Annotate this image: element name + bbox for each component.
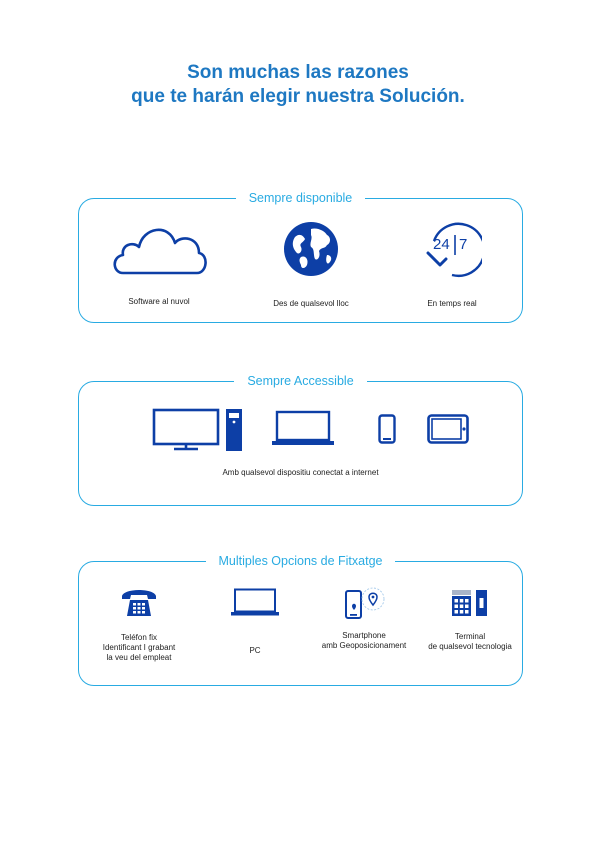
tablet-icon	[427, 414, 469, 444]
smartphone-icon	[378, 414, 396, 444]
panel-sempre-accessible	[78, 374, 523, 506]
clock-24-7-icon	[422, 219, 482, 279]
feature-caption: Teléfon fix Identificant I grabant la veu del empleat	[102, 633, 176, 662]
feature-smartphone-geo	[309, 586, 419, 651]
globe-icon	[281, 219, 341, 279]
panel-sempre-disponible	[78, 191, 523, 323]
desktop-monitor-icon	[152, 408, 220, 452]
telephone-icon	[120, 586, 158, 618]
cloud-icon	[109, 217, 209, 277]
clock-7-label: 7	[459, 236, 468, 253]
panel-multiples-opcions	[78, 554, 523, 686]
headline-line-2: que te harán elegir nuestra Solución.	[131, 86, 465, 107]
panel-title: Multiples Opcions de Fitxatge	[206, 554, 396, 568]
panel-title: Sempre disponible	[236, 191, 366, 205]
feature-caption: Terminal de qualsevol tecnologia	[428, 632, 512, 651]
feature-telephone	[84, 586, 194, 663]
feature-cloud	[99, 217, 219, 307]
pc-tower-icon	[225, 408, 243, 452]
headline-line-1: Son muchas las razones	[187, 62, 409, 83]
clock-24-label: 24	[433, 236, 450, 253]
headline	[0, 61, 596, 109]
accessible-caption: Amb qualsevol dispositiu conectat a internet	[222, 468, 379, 477]
terminal-icon	[450, 588, 490, 618]
feature-globe	[251, 219, 371, 309]
smartphone-geolocation-icon	[342, 586, 386, 620]
feature-terminal	[414, 588, 526, 652]
laptop-icon	[231, 588, 279, 616]
laptop-icon	[271, 410, 335, 446]
feature-caption: PC	[249, 646, 261, 655]
panel-title: Sempre Accessible	[234, 374, 366, 388]
feature-caption: Software al nuvol	[128, 297, 190, 306]
feature-caption: Des de qualsevol lloc	[273, 299, 349, 308]
feature-caption: Smartphone amb Geoposicionament	[321, 631, 407, 650]
feature-realtime	[392, 219, 512, 309]
feature-pc	[200, 588, 310, 656]
feature-caption: En temps real	[427, 299, 477, 308]
